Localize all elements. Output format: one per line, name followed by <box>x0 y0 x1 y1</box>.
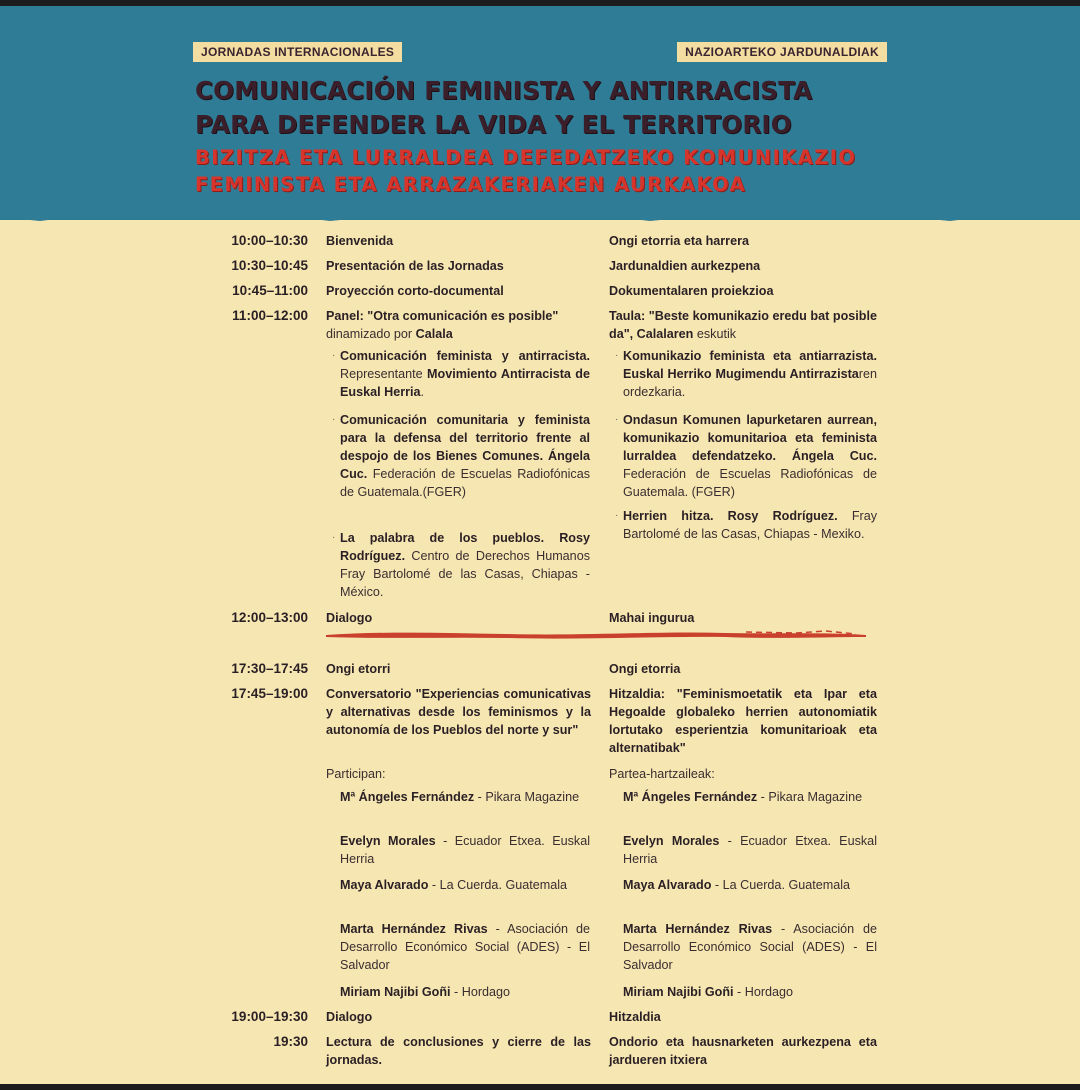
participant-name: Mª Ángeles Fernández <box>623 790 758 804</box>
item-plain: Federación de Escuelas Radiofónicas de Guatemala.(FGER) <box>340 467 590 499</box>
time-slot: 17:45–19:00 <box>231 686 308 701</box>
activity-es: Bienvenida <box>326 234 394 248</box>
panel-by-eu: eskutik <box>693 327 737 341</box>
panel-item-eu <box>615 347 877 401</box>
activity-es: Dialogo <box>326 1010 373 1024</box>
panel-es <box>326 307 591 343</box>
activity-es: Presentación de las Jornadas <box>326 259 504 273</box>
header-band <box>0 6 1080 220</box>
closing-es: Lectura de conclusiones y cierre de las jornadas. <box>326 1035 591 1067</box>
participant-eu <box>623 832 877 868</box>
participant-name: Evelyn Morales <box>340 834 436 848</box>
panel-item-es <box>332 529 590 601</box>
item-bold: Comunicación feminista y antirracista. <box>340 349 590 363</box>
participant-es <box>340 876 590 894</box>
conversatorio-title-eu: Hitzaldia: "Feminismoetatik eta Ipar eta Hegoalde globaleko herrien autonomiatik lortutako esperientzia komunitarioak eta alternatibak" <box>609 687 877 755</box>
activity-es: Ongi etorri <box>326 662 391 676</box>
participant-name: Marta Hernández Rivas <box>340 922 488 936</box>
participant-name: Miriam Najibi Goñi <box>340 985 451 999</box>
conversatorio-title-es: Conversatorio "Experiencias comunicativas y alternativas desde los feminismos y la autonomía de los Pueblos del norte y sur" <box>326 687 591 737</box>
time-slot: 10:30–10:45 <box>231 258 308 273</box>
participant-es <box>340 788 590 806</box>
time-slot: 10:00–10:30 <box>231 233 308 248</box>
participant-name: Maya Alvarado <box>340 878 429 892</box>
time-slot: 12:00–13:00 <box>231 610 308 625</box>
panel-title-es: Panel: "Otra comunicación es posible" <box>326 309 559 323</box>
time-slot: 11:00–12:00 <box>232 308 308 323</box>
participant-org: - Hordago <box>733 985 794 999</box>
bullet-icon: · <box>332 350 336 361</box>
item-plain: Centro de Derechos Humanos Fray Bartolomé de las Casas, Chiapas - México. <box>340 549 590 599</box>
participant-es <box>340 983 590 1001</box>
panel-title-eu: Taula: "Beste komunikazio eredu bat posible da", Calalaren <box>609 309 877 341</box>
activity-es: Proyección corto-documental <box>326 284 504 298</box>
title-es-line-1: COMUNICACIÓN FEMINISTA Y ANTIRRACISTA <box>195 76 813 105</box>
participant-org: - La Cuerda. Guatemala <box>428 878 568 892</box>
participants-label-es: Participan: <box>326 767 386 781</box>
panel-item-es <box>332 347 590 401</box>
participant-org: - Ecuador Etxea. Euskal Herria <box>623 834 877 866</box>
title-es-line-2: PARA DEFENDER LA VIDA Y EL TERRITORIO <box>195 110 792 139</box>
participant-name: Mª Ángeles Fernández <box>340 790 475 804</box>
participants-label-eu: Partea-hartzaileak: <box>609 767 715 781</box>
bullet-icon: · <box>332 532 336 543</box>
participant-eu <box>623 983 877 1001</box>
time-slot: 19:00–19:30 <box>231 1009 308 1024</box>
panel-moderator: Calala <box>415 327 453 341</box>
bullet-icon: · <box>615 510 619 521</box>
item-bold: Comunicación comunitaria y feminista para la defensa del territorio frente al despojo de los Bienes Comunes. Ángela Cuc. <box>340 413 590 481</box>
participant-es <box>340 832 590 868</box>
activity-eu: Ongi etorria <box>609 662 681 676</box>
participant-org: - Pikara Magazine <box>474 790 580 804</box>
bullet-icon: · <box>615 350 619 361</box>
participant-org: - Pikara Magazine <box>757 790 863 804</box>
participant-org: - Asociación de Desarrollo Económico Social (ADES) - El Salvador <box>623 922 877 972</box>
item-bold: La palabra de los pueblos. Rosy Rodríguez. <box>340 531 590 563</box>
item-bold: Movimiento Antirracista de Euskal Herria <box>340 367 590 399</box>
participant-name: Miriam Najibi Goñi <box>623 985 734 999</box>
participant-name: Evelyn Morales <box>623 834 720 848</box>
item-bold: Herrien hitza. Rosy Rodríguez. <box>623 509 838 523</box>
activity-eu: Mahai ingurua <box>609 611 695 625</box>
activity-eu: Dokumentalaren proiekzioa <box>609 284 774 298</box>
bullet-icon: · <box>615 414 619 425</box>
item-plain: . <box>420 385 425 399</box>
item-bold: Ondasun Komunen lapurketaren aurrean, komunikazio komunitarioa eta feminista lurraldea defendatzeko. Ángela Cuc. <box>623 413 877 463</box>
activity-es: Dialogo <box>326 611 373 625</box>
participant-es <box>340 920 590 974</box>
participant-name: Marta Hernández Rivas <box>623 922 773 936</box>
participant-org: - Hordago <box>450 985 511 999</box>
tag-spanish: JORNADAS INTERNACIONALES <box>193 42 402 62</box>
activity-eu: Ongi etorria eta harrera <box>609 234 749 248</box>
participant-org: - Ecuador Etxea. Euskal Herria <box>340 834 590 866</box>
item-plain: Federación de Escuelas Radiofónicas de Guatemala. (FGER) <box>623 467 877 499</box>
torn-paper-edge <box>0 212 1080 226</box>
panel-item-eu <box>615 507 878 543</box>
time-slot: 10:45–11:00 <box>232 283 308 298</box>
bullet-icon: · <box>332 414 336 425</box>
participant-name: Maya Alvarado <box>623 878 712 892</box>
activity-eu: Hitzaldia <box>609 1010 661 1024</box>
activity-eu: Jardunaldien aurkezpena <box>609 259 761 273</box>
participant-org: - La Cuerda. Guatemala <box>711 878 851 892</box>
participant-eu <box>623 920 877 974</box>
item-plain: ren ordezkaria. <box>623 367 877 399</box>
panel-by-es: dinamizado por <box>326 327 416 341</box>
participant-org: - Asociación de Desarrollo Económico Social (ADES) - El Salvador <box>340 922 590 972</box>
panel-item-eu <box>615 411 877 501</box>
title-eu-line-2: FEMINISTA ETA ARRAZAKERIAKEN AURKAKOA <box>195 173 747 196</box>
time-slot: 17:30–17:45 <box>231 661 308 676</box>
panel-eu <box>609 307 877 343</box>
title-eu-line-1: BIZITZA ETA LURRALDEA DEFEDATZEKO KOMUNIKAZIO <box>195 146 857 169</box>
tag-basque: NAZIOARTEKO JARDUNALDIAK <box>677 42 887 62</box>
participant-eu <box>623 876 877 894</box>
participant-eu <box>623 788 877 806</box>
time-slot: 19:30 <box>273 1034 308 1049</box>
item-plain: Fray Bartolomé de las Casas, Chiapas - Mexiko. <box>623 509 878 541</box>
brush-divider <box>326 628 866 642</box>
panel-item-es <box>332 411 590 501</box>
closing-eu: Ondorio eta hausnarketen aurkezpena eta jardueren itxiera <box>609 1035 877 1067</box>
item-plain: Representante <box>340 367 428 381</box>
program-poster <box>0 6 1080 1084</box>
item-bold: Komunikazio feminista eta antiarrazista. Euskal Herriko Mugimendu Antirrazista <box>623 349 877 381</box>
